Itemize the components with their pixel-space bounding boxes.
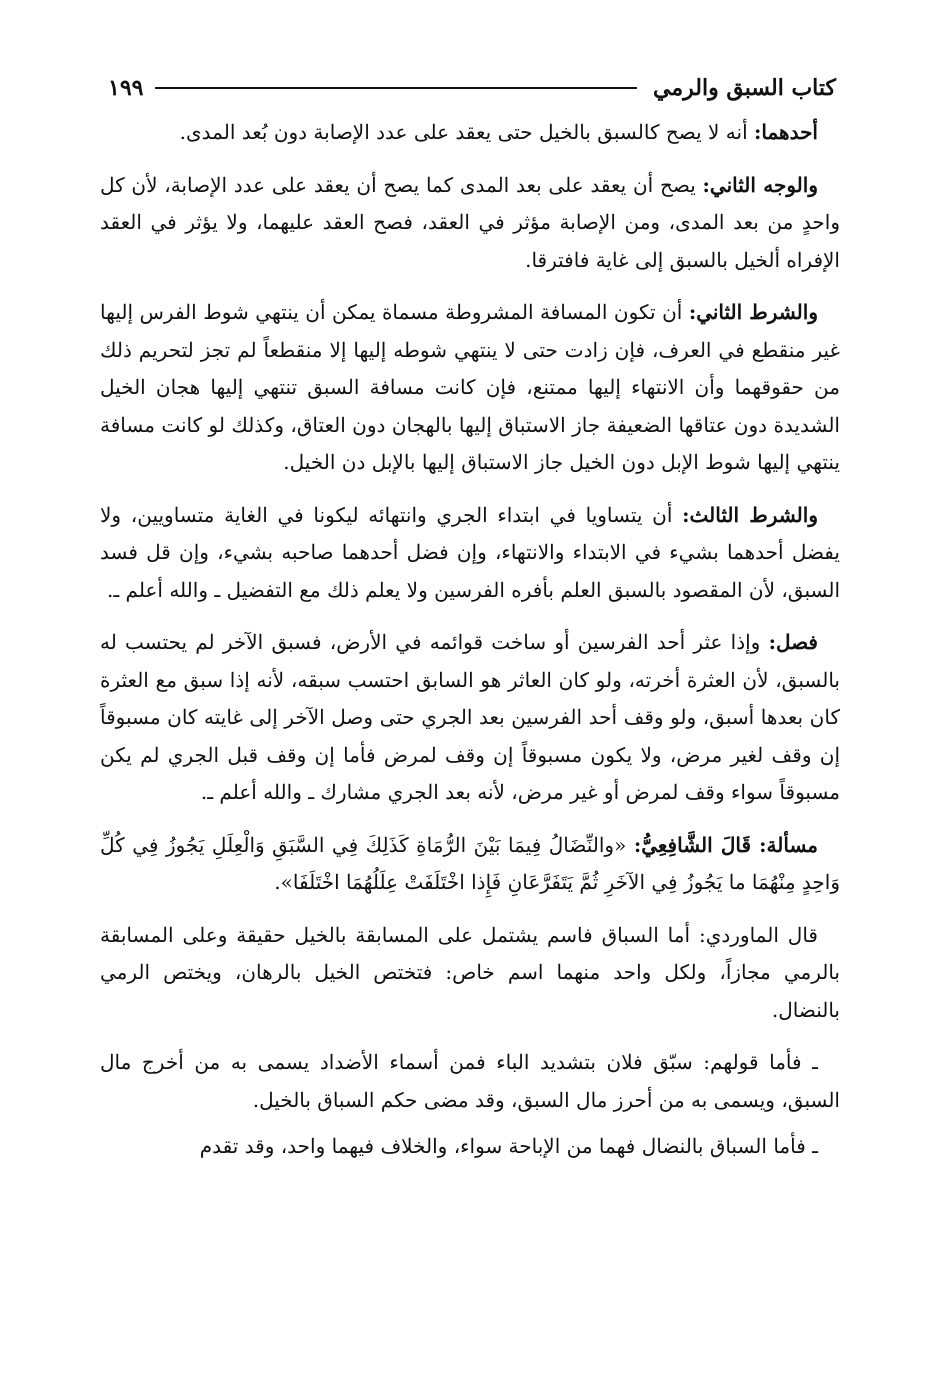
paragraph-sabbaq-definition — [100, 1044, 840, 1119]
paragraph-first-view — [100, 114, 840, 152]
paragraph-lead: والشرط الثاني: — [688, 300, 818, 324]
paragraph-text: قال الماوردي: أما السباق فاسم يشتمل على المسابقة بالخيل حقيقة وعلى المسابقة بالرمي مجازاً، ولكل واحد منهما اسم خاص: فتختص الخيل بالرهان، ويختص الرمي بالنضال. — [100, 922, 840, 1022]
paragraph-text: ـ فأما قولهم: سبّق فلان بتشديد الباء فمن أسماء الأضداد يسمى به من أخرج مال السبق، ويسمى به من أحرز مال السبق، وقد مضى حكم السباق بالخيل. — [100, 1050, 840, 1112]
paragraph-lead: والشرط الثالث: — [682, 502, 818, 527]
paragraph-lead: مسألة: قَالَ الشَّافِعِيُّ: — [633, 832, 818, 857]
page-body — [100, 114, 840, 1175]
running-title: كتاب السبق والرمي — [653, 75, 836, 101]
paragraph-lead: والوجه الثاني: — [702, 172, 818, 197]
paragraph-text: وإذا عثر أحد الفرسين أو ساخت قوائمه في الأرض، فسبق الآخر لم يحتسب له بالسبق، لأن العثرة أخرته، ولو كان العاثر هو السابق احتسب سبقه، لأنه إذا سبق مع العثرة كان بعدها أسبق، ولو وقف أحد الفرسين بعد الجري حتى وصل الآخر إلى غايته كان مسبوقاً إن وقف لغير مرض، ولا يكون مسبوقاً إن وقف لمرض فأما إن وقف قبل الجري لم يكن مسبوقاً سواء وقف لمرض أو غير مرض، لأنه بعد الجري مشارك ـ والله أعلم ـ. — [100, 630, 840, 804]
paragraph-second-condition — [100, 294, 840, 482]
page-number: ١٩٩ — [108, 75, 144, 101]
paragraph-nidal — [100, 1128, 840, 1166]
paragraph-text: «والنِّضَالُ فِيمَا بَيْنَ الرُّمَاةِ كَذَلِكَ فِي السَّبَقِ وَالْعِلَلِ يَجُوزُ فِي كُلِّ وَاحِدٍ مِنْهُمَا ما يَجُوزُ فِي الآخَرِ ثُمَّ يَتَفَرَّعَانِ فَإِذا اخْتَلَفَتْ عِلَلُهُمَا اخْتَلَفَا». — [100, 832, 840, 894]
header-rule — [155, 87, 637, 89]
paragraph-lead: فصل: — [768, 630, 818, 654]
paragraph-text: أنه لا يصح كالسبق بالخيل حتى يعقد على عدد الإصابة دون بُعد المدى. — [179, 120, 754, 144]
paragraph-issue-quote — [100, 827, 840, 902]
paragraph-second-view — [100, 167, 840, 280]
paragraph-text: ـ فأما السباق بالنضال فهما من الإباحة سواء، والخلاف فيهما واحد، وقد تقدم — [199, 1134, 818, 1158]
paragraph-lead: أحدهما: — [753, 120, 818, 144]
paragraph-third-condition — [100, 497, 840, 610]
paragraph-text: أن تكون المسافة المشروطة مسماة يمكن أن ينتهي شوط الفرس إليها غير منقطع في العرف، فإن زادت حتى لا ينتهي شوطه إليها إلا منقطعاً لم تجز لتحريم ذلك من حقوقهما وأن الانتهاء إليها ممتنع، فإن كانت مسافة السبق تنتهي إليها هجان الخيل الشديدة دون عتاقها الضعيفة جاز الاستباق إليها بالهجان دون العتاق، وكذلك لو كانت مسافة ينتهي إليها شوط الإبل دون الخيل جاز الاستباق إليها بالإبل دن الخيل. — [100, 300, 840, 474]
paragraph-text: أن يتساويا في ابتداء الجري وانتهائه ليكونا في الغاية متساويين، ولا يفضل أحدهما بشيء في الابتداء والانتهاء، وإن فضل أحدهما صاحبه بشيء، وإن قل فسد السبق، لأن المقصود بالسبق العلم بأفره الفرسين ولا يعلم ذلك مع التفضيل ـ والله أعلم ـ. — [100, 502, 840, 602]
paragraph-section — [100, 624, 840, 812]
paragraph-text: يصح أن يعقد على بعد المدى كما يصح أن يعقد على عدد الإصابة، لأن كل واحدٍ من بعد المدى، ومن الإصابة مؤثر في العقد، فصح العقد عليهما، ولا يؤثر في العقد الإفراه ألخيل بالسبق إلى غاية فافترقا. — [100, 172, 840, 272]
page-header — [108, 70, 836, 106]
paragraph-mawardi — [100, 917, 840, 1030]
